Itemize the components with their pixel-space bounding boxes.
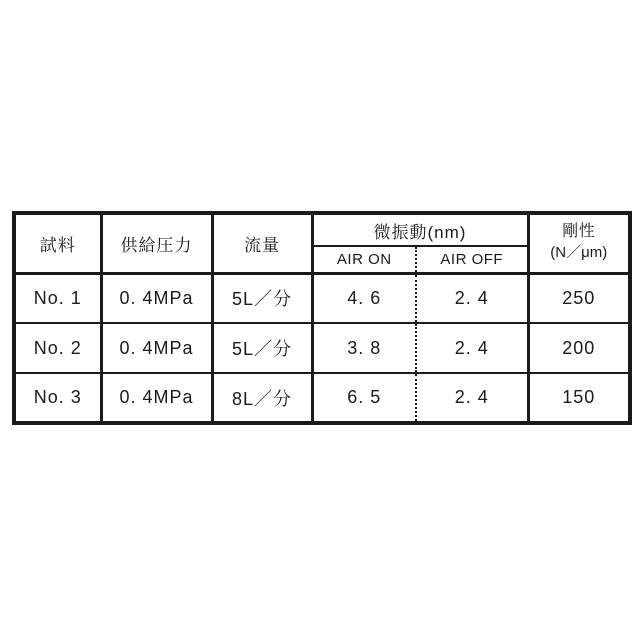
cell-air-on: 6. 5 xyxy=(312,373,416,423)
cell-air-on: 4. 6 xyxy=(312,273,416,323)
table-row xyxy=(14,273,630,323)
cell-air-off: 2. 4 xyxy=(416,373,528,423)
cell-flow-rate: 5L／分 xyxy=(212,273,312,323)
col-header-flow-rate: 流量 xyxy=(212,213,312,273)
table-row xyxy=(14,323,630,373)
cell-supply-pressure: 0. 4MPa xyxy=(101,323,212,373)
cell-supply-pressure: 0. 4MPa xyxy=(101,273,212,323)
col-header-rigidity xyxy=(528,213,630,273)
cell-rigidity: 150 xyxy=(528,373,630,423)
cell-air-off: 2. 4 xyxy=(416,273,528,323)
rigidity-label: 剛性 xyxy=(562,223,596,241)
cell-sample: No. 3 xyxy=(14,373,101,423)
cell-rigidity: 250 xyxy=(528,273,630,323)
cell-flow-rate: 5L／分 xyxy=(212,323,312,373)
col-header-micro-vibration: 微振動(nm) xyxy=(312,213,528,246)
table-row xyxy=(14,373,630,423)
cell-air-on: 3. 8 xyxy=(312,323,416,373)
col-header-air-off: AIR OFF xyxy=(416,246,528,273)
cell-air-off: 2. 4 xyxy=(416,323,528,373)
rigidity-unit: (N／μm) xyxy=(550,244,608,262)
spec-table xyxy=(12,211,632,425)
cell-sample: No. 1 xyxy=(14,273,101,323)
cell-rigidity: 200 xyxy=(528,323,630,373)
col-header-air-on: AIR ON xyxy=(312,246,416,273)
col-header-supply-pressure: 供給圧力 xyxy=(101,213,212,273)
header-row-1 xyxy=(14,213,630,246)
col-header-sample: 試料 xyxy=(14,213,101,273)
cell-flow-rate: 8L／分 xyxy=(212,373,312,423)
cell-supply-pressure: 0. 4MPa xyxy=(101,373,212,423)
cell-sample: No. 2 xyxy=(14,323,101,373)
